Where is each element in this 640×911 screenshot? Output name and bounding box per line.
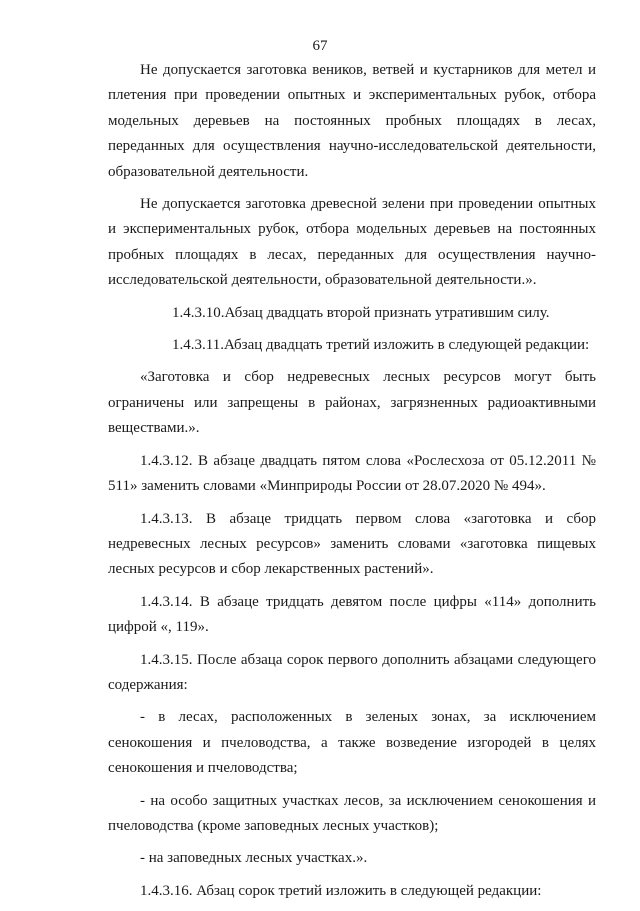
numbered-item-1-4-3-10 (108, 301, 596, 326)
paragraph-quote-radioactive: «Заготовка и сбор недревесных лесных ресурсов могут быть ограничены или запрещены в районах, загрязненных радиоактивными веществами.». (108, 369, 596, 437)
paragraph-brooms: Не допускается заготовка веников, ветвей и кустарников для метел и плетения при проведении опытных и экспериментальных рубок, отбора модельных деревьев на постоянных пробных площадях в лесах, переданных для осуществления научно-исследовательской деятельности, образовательной деятельности. (108, 62, 596, 180)
paragraph-1-4-3-14: 1.4.3.14. В абзаце тридцать девятом после цифры «114» дополнить цифрой «, 119». (108, 593, 596, 636)
item-text: Абзац двадцать второй признать утратившим силу. (224, 304, 550, 321)
paragraph-1-4-3-16: 1.4.3.16. Абзац сорок третий изложить в следующей редакции: (140, 882, 542, 899)
item-text: Абзац двадцать третий изложить в следующей редакции: (223, 337, 590, 354)
paragraph-1-4-3-13: 1.4.3.13. В абзаце тридцать первом слова «заготовка и сбор недревесных лесных ресурсов» заменить словами «заготовка пищевых лесных ресурсов и сбор лекарственных растений». (108, 510, 596, 578)
paragraph-1-4-3-15: 1.4.3.15. После абзаца сорок первого дополнить абзацами следующего содержания: (108, 651, 596, 693)
list-item-green-zones: - в лесах, расположенных в зеленых зонах, за исключением сенокошения и пчеловодства, а также возведение изгородей в целях сенокошения и пчеловодства; (108, 709, 596, 777)
list-item-reserved-areas: - на заповедных лесных участках.». (140, 850, 368, 867)
item-number: 1.4.3.11. (172, 337, 224, 354)
numbered-item-1-4-3-11 (108, 333, 596, 358)
page-number: 67 (312, 38, 328, 54)
item-number: 1.4.3.10. (172, 304, 225, 321)
paragraph-greenery: Не допускается заготовка древесной зелени при проведении опытных и экспериментальных рубок, отбора модельных деревьев на постоянных пробных площадях в лесах, переданных для осуществления научно-исследовательской деятельности, образовательной деятельности.». (108, 196, 596, 289)
paragraph-1-4-3-12: 1.4.3.12. В абзаце двадцать пятом слова «Рослесхоза от 05.12.2011 № 511» заменить словами «Минприроды России от 28.07.2020 № 494». (108, 452, 596, 495)
document-body (108, 58, 596, 911)
list-item-protective-areas: - на особо защитных участках лесов, за исключением сенокошения и пчеловодства (кроме заповедных лесных участков); (108, 792, 596, 834)
